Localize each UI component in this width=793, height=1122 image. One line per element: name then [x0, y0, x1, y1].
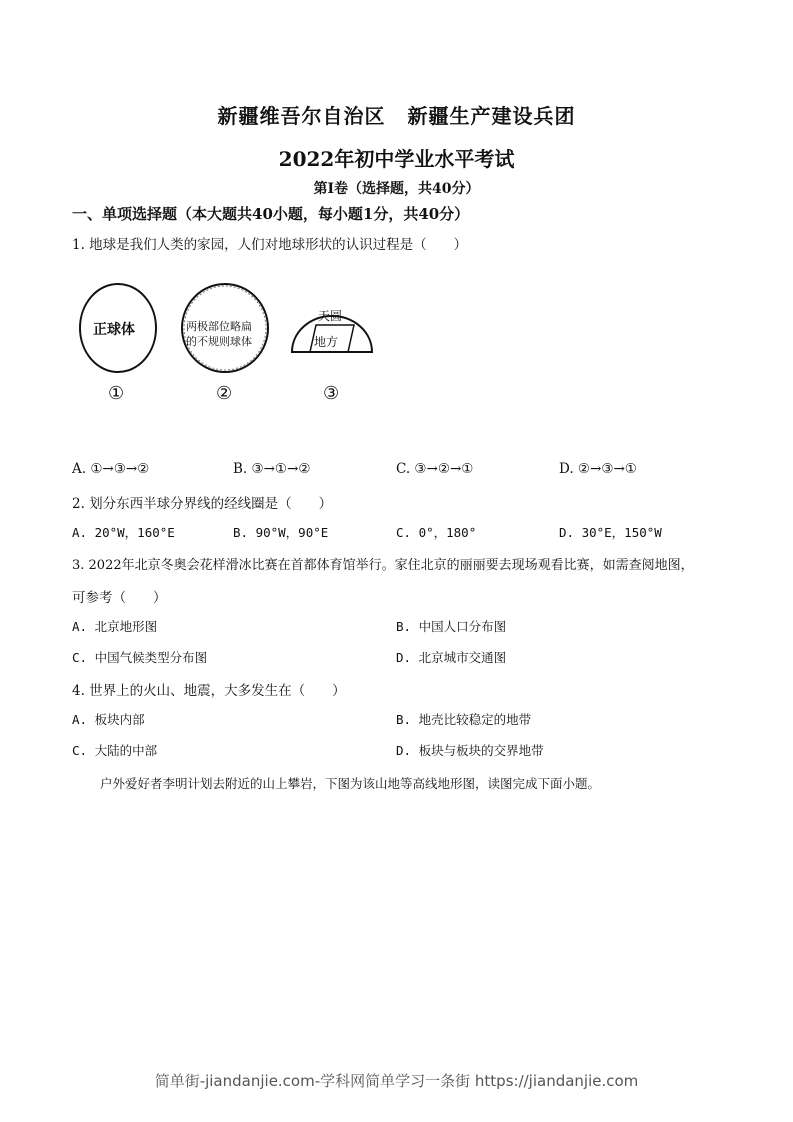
q3-option-b[interactable]: B. 中国人口分布图	[396, 619, 507, 634]
figure-number-1: ①	[108, 383, 125, 404]
q3-option-d[interactable]: D. 北京城市交通图	[396, 650, 507, 665]
q4-option-d[interactable]: D. 板块与板块的交界地带	[396, 743, 544, 758]
q2-option-a[interactable]: A. 20°W，160°E	[72, 525, 175, 540]
oblate-label-line2: 的不规则球体	[186, 335, 252, 348]
reading-intro: 户外爱好者李明计划去附近的山上攀岩，下图为该山地等高线地形图，读图完成下面小题。	[100, 776, 601, 791]
q2-option-d[interactable]: D. 30°E，150°W	[559, 525, 662, 540]
oblate-label-line1: 两极部位略扁	[186, 320, 252, 333]
q4-option-c[interactable]: C. 大陆的中部	[72, 743, 158, 758]
exam-title: 2022年初中学业水平考试	[278, 147, 515, 171]
question-1-stem: 1. 地球是我们人类的家园，人们对地球形状的认识过程是（ ）	[72, 237, 468, 253]
q1-option-d[interactable]: D. ②→③→①	[559, 461, 637, 477]
sky-round-label: 天圆	[318, 309, 343, 323]
q1-option-c[interactable]: C. ③→②→①	[396, 461, 474, 477]
figure-number-3: ③	[323, 383, 340, 404]
q1-option-b[interactable]: B. ③→①→②	[233, 461, 311, 477]
question-3-stem-line1: 3. 2022年北京冬奥会花样滑冰比赛在首都体育馆举行。家住北京的丽丽要去现场观看比赛，如需查阅地图，	[72, 558, 694, 573]
q2-option-c[interactable]: C. 0°，180°	[396, 525, 477, 540]
q4-option-a[interactable]: A. 板块内部	[72, 712, 145, 727]
question-3-stem-line2: 可参考（ ）	[72, 590, 167, 606]
title-region-2: 新疆生产建设兵团	[407, 104, 576, 128]
q3-option-c[interactable]: C. 中国气候类型分布图	[72, 650, 208, 665]
q3-option-a[interactable]: A. 北京地形图	[72, 619, 158, 634]
sphere-label: 正球体	[93, 322, 135, 338]
oblate-label	[186, 319, 252, 349]
question-4-stem: 4. 世界上的火山、地震，大多发生在（ ）	[72, 683, 346, 699]
footer-watermark: 简单街-jiandanjie.com-学科网简单学习一条街 https://jiandanjie.com	[154, 1072, 639, 1090]
paper-part-title: 第Ⅰ卷（选择题，共40分）	[313, 181, 480, 197]
earth-square-label: 地方	[314, 335, 339, 349]
earth-shape-figure	[60, 275, 400, 415]
figure-number-2: ②	[216, 383, 233, 404]
q2-option-b[interactable]: B. 90°W，90°E	[233, 525, 329, 540]
question-2-stem: 2. 划分东西半球分界线的经线圈是（ ）	[72, 496, 333, 512]
exam-title-region	[0, 100, 793, 129]
section-heading: 一、单项选择题（本大题共40小题，每小题1分，共40分）	[72, 205, 470, 223]
title-region-1: 新疆维吾尔自治区	[217, 104, 386, 128]
q4-option-b[interactable]: B. 地壳比较稳定的地带	[396, 712, 532, 727]
q1-option-a[interactable]: A. ①→③→②	[72, 461, 150, 477]
